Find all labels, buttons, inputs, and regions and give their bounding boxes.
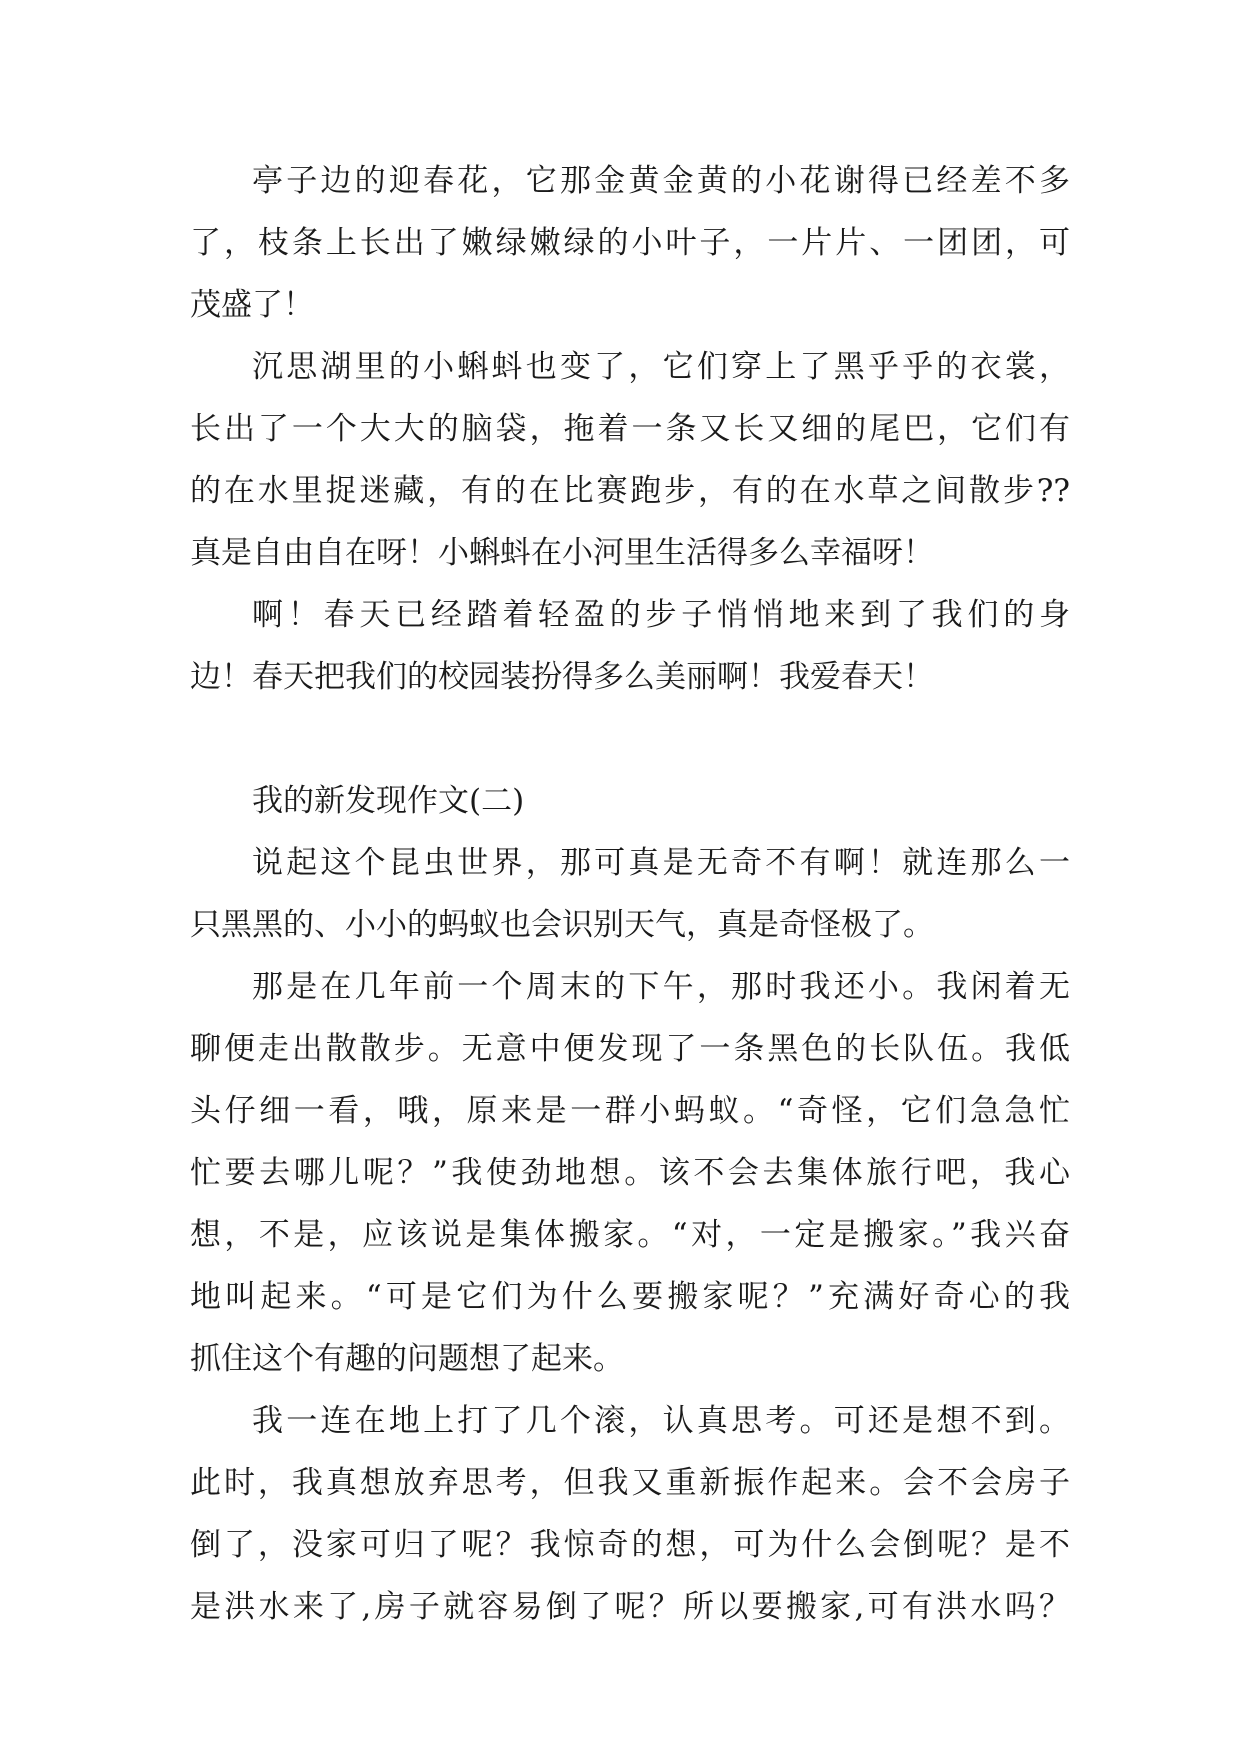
text-line: 抓住这个有趣的问题想了起来。: [190, 1341, 624, 1377]
text-line: 真是自由自在呀！小蝌蚪在小河里生活得多么幸福呀！: [190, 535, 934, 571]
paragraph-insect-world: [190, 832, 1070, 956]
text-line: 沉思湖里的小蝌蚪也变了，它们穿上了黑乎乎的衣裳，: [252, 349, 1070, 385]
section-title: 我的新发现作文(二): [252, 783, 525, 819]
text-line: 倒了，没家可归了呢？我惊奇的想，可为什么会倒呢？是不: [190, 1527, 1070, 1563]
text-line: 头仔细一看，哦，原来是一群小蚂蚁。“奇怪，它们急急忙: [190, 1093, 1070, 1129]
blank-line: [190, 708, 1070, 770]
paragraph-spring: [190, 584, 1070, 708]
text-line: 我一连在地上打了几个滚，认真思考。可还是想不到。: [252, 1403, 1070, 1439]
text-line: 是洪水来了,房子就容易倒了呢？所以要搬家,可有洪水吗？: [190, 1589, 1070, 1625]
text-line: 的在水里捉迷藏，有的在比赛跑步，有的在水草之间散步??: [190, 473, 1070, 509]
paragraph-thinking: [190, 1390, 1070, 1638]
text-line: 只黑黑的、小小的蚂蚁也会识别天气，真是奇怪极了。: [190, 907, 934, 943]
paragraph-yingchunhua: [190, 150, 1070, 336]
paragraph-tadpoles: [190, 336, 1070, 584]
text-line: 地叫起来。“可是它们为什么要搬家呢？”充满好奇心的我: [190, 1279, 1070, 1315]
text-line: 亭子边的迎春花，它那金黄金黄的小花谢得已经差不多: [252, 163, 1070, 199]
text-line: 想，不是，应该说是集体搬家。“对，一定是搬家。”我兴奋: [190, 1217, 1070, 1253]
text-line: 那是在几年前一个周末的下午，那时我还小。我闲着无: [252, 969, 1070, 1005]
text-line: 说起这个昆虫世界，那可真是无奇不有啊！就连那么一: [252, 845, 1070, 881]
text-line: 边！春天把我们的校园装扮得多么美丽啊！我爱春天！: [190, 659, 934, 695]
text-line: 聊便走出散散步。无意中便发现了一条黑色的长队伍。我低: [190, 1031, 1070, 1067]
text-line: 此时，我真想放弃思考，但我又重新振作起来。会不会房子: [190, 1465, 1070, 1501]
text-line: 忙要去哪儿呢？”我使劲地想。该不会去集体旅行吧，我心: [190, 1155, 1070, 1191]
text-line: 茂盛了！: [190, 287, 314, 323]
text-line: 长出了一个大大的脑袋，拖着一条又长又细的尾巴，它们有: [190, 411, 1070, 447]
document-page: [190, 150, 1070, 1638]
text-line: 啊！春天已经踏着轻盈的步子悄悄地来到了我们的身: [252, 597, 1070, 633]
text-line: 了，枝条上长出了嫩绿嫩绿的小叶子，一片片、一团团，可: [190, 225, 1070, 261]
paragraph-ant-discovery: [190, 956, 1070, 1390]
